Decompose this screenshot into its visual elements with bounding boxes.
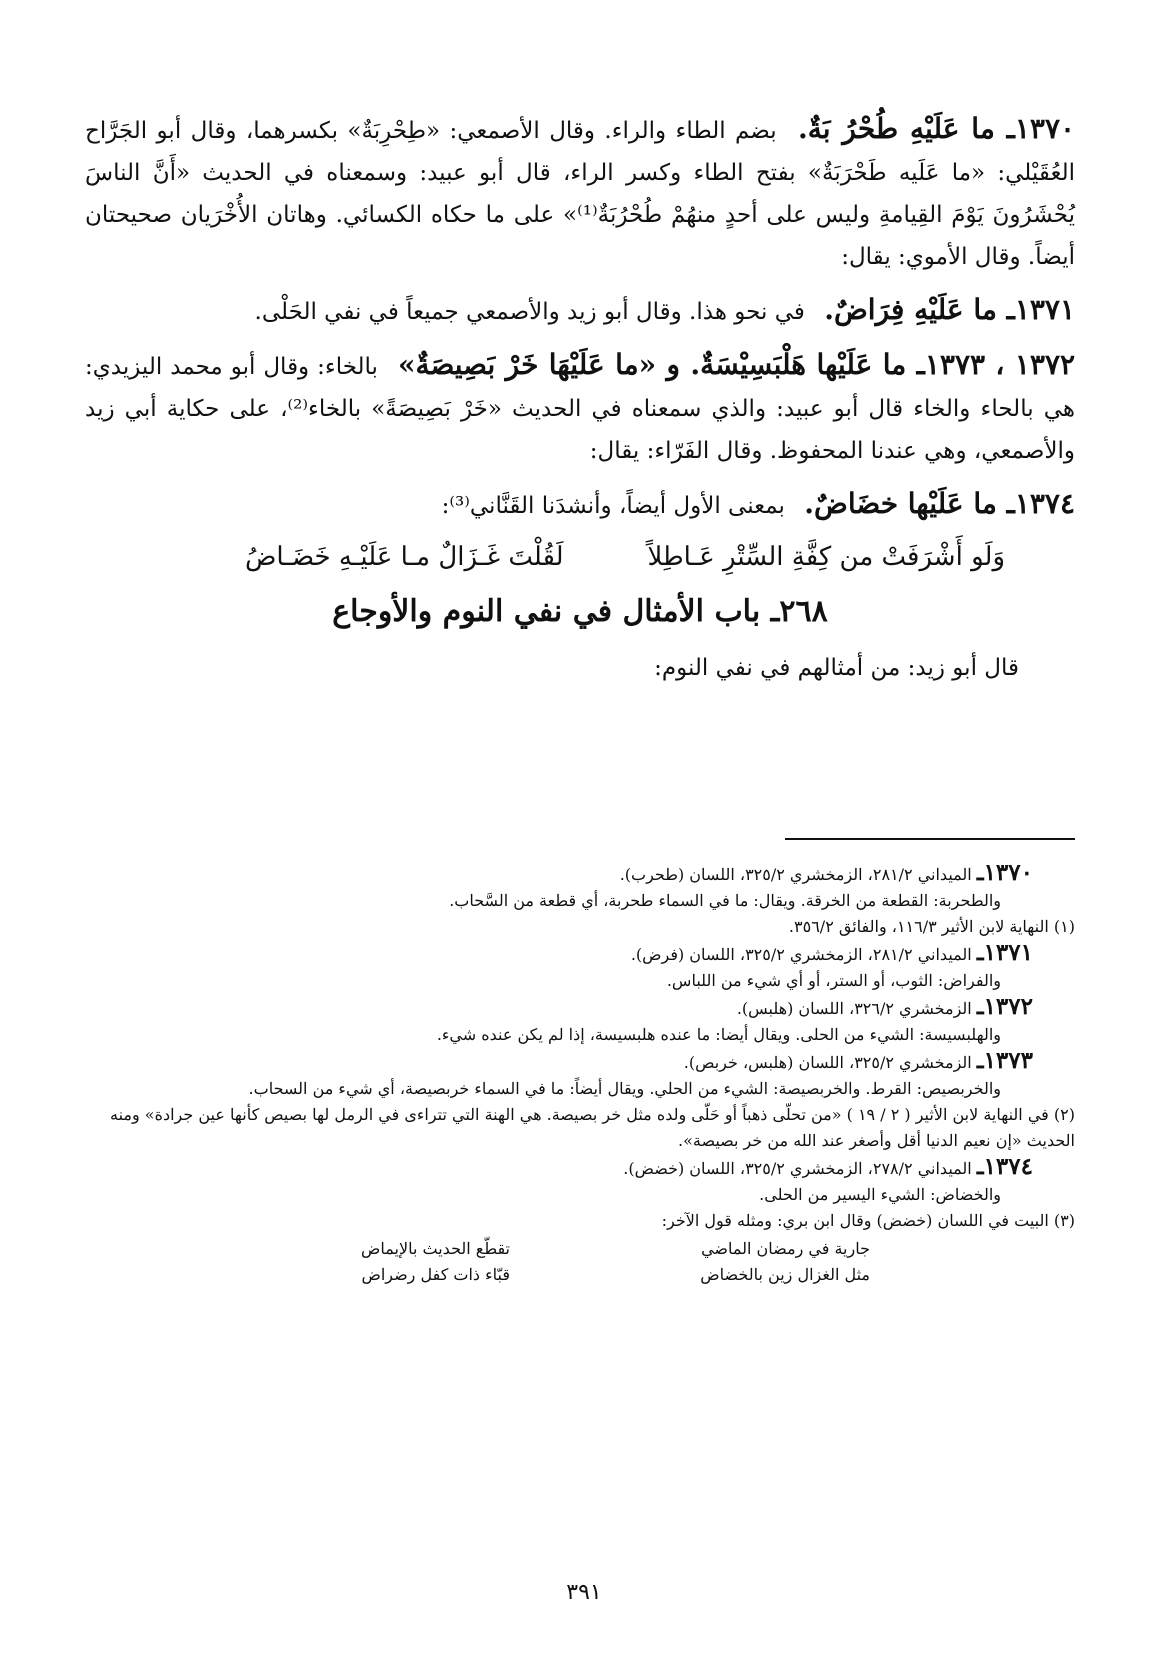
note-text: الميداني ٢٧٨/٢، الزمخشري ٣٢٥/٢، اللسان (خضض). (623, 1159, 972, 1178)
note-text: الميداني ٢٨١/٢، الزمخشري ٣٢٥/٢، اللسان (فرض). (630, 945, 972, 964)
note-1371 (85, 940, 1075, 968)
footnote-2: (٢) في النهاية لابن الأثير ( ٢ / ١٩ ) «من تحلّى ذهباً أو حَلّى ولده مثل خر بصيصة. هي الهنة التي تتراءى في الرمل لها بصيص كأنها عين جرادة» ومنه الحديث «إن نعيم الدنيا أقل وأصغر عند الله من خر بصيصة». (110, 1105, 1075, 1150)
verse-second-half: لَقُلْتَ غَـزَالٌ مـا عَلَيْـهِ خَضَـاضُ (245, 542, 564, 572)
entry-1374 (85, 480, 1075, 530)
entry-heading: ١٣٧٠ـ ما عَلَيْهِ طُحْرُ بَةٌ. (798, 112, 1076, 145)
entry-heading: ١٣٧٤ـ ما عَلَيْها خضَاضٌ. (804, 487, 1075, 520)
entry-heading: ١٣٧١ـ ما عَلَيْهِ فِرَاضٌ. (824, 293, 1075, 326)
note-gloss: والفراض: الثوب، أو الستر، أو أي شيء من اللباس. (666, 971, 1001, 990)
entry-body: بضم الطاء والراء. وقال الأصمعي: «طِحْرِبَةٌ» بكسرهما، وقال أبو الجَرَّاح العُقَيْلي: «ما عَلَيه طَحْرَبَةٌ» بفتح الطاء وكسر الراء، قال أبو عبيد: وسمعناه في الحديث «أَنَّ الناسَ يُحْشَرُونَ يَوْمَ القِيامةِ وليس على أحدٍ منهُمْ طُحْرُبَةٌ⁽¹⁾» على ما حكاه الكسائي. وهاتان الأُخْرَيان صحيحتان أيضاً. وقال الأموي: يقال: (85, 118, 1075, 270)
note-number: ١٣٧٤ـ (976, 1153, 1033, 1180)
poem-verse (85, 538, 1075, 576)
main-text (85, 108, 1075, 681)
note-number: ١٣٧٣ـ (976, 1047, 1033, 1074)
note-gloss: والخربصيص: القرط. والخربصيصة: الشيء من الحلي. ويقال أيضاً: ما في السماء خربصيصة، أي شيء من السحاب. (248, 1079, 1001, 1098)
entry-1372-1373 (85, 344, 1075, 472)
poem-line: جارية في رمضان الماضي (701, 1239, 870, 1258)
page-number: ٣٩١ (566, 1580, 602, 1605)
entry-body: بالخاء: وقال أبو محمد اليزيدي: هي بالحاء والخاء قال أبو عبيد: والذي سمعناه في الحديث «خَرْ بَصِيصَةً» بالخاء⁽²⁾، على حكاية أبي زيد والأصمعي، وهي عندنا المحفوظ. وقال الفَرّاء: يقال: (85, 354, 1075, 464)
note-number: ١٣٧١ـ (976, 939, 1033, 966)
note-number: ١٣٧٢ـ (976, 993, 1033, 1020)
poem-line: قبّاء ذات كفل رضراض (361, 1265, 510, 1284)
footnote-3: (٣) البيت في اللسان (خضض) وقال ابن بري: ومثله قول الآخر: (661, 1211, 1075, 1230)
note-number: ١٣٧٠ـ (976, 859, 1033, 886)
chapter-intro: قال أبو زيد: من أمثالهم في نفي النوم: (654, 655, 1019, 681)
footnote-divider (785, 838, 1075, 840)
footnote-1: (١) النهاية لابن الأثير ١١٦/٣، والفائق ٣٥٦/٢. (788, 917, 1075, 936)
note-text: الزمخشري ٣٢٦/٢، اللسان (هلبس). (736, 999, 972, 1018)
footnote-poem (85, 1236, 1075, 1288)
note-gloss: والهلبسيسة: الشيء من الحلى. ويقال أيضا: ما عنده هلبسيسة، إذا لم يكن عنده شيء. (436, 1025, 1001, 1044)
note-gloss: والطحربة: القطعة من الخرقة. ويقال: ما في السماء طحربة، أي قطعة من السَّحاب. (449, 891, 1001, 910)
note-1373 (85, 1048, 1075, 1076)
note-text: الميداني ٢٨١/٢، الزمخشري ٣٢٥/٢، اللسان (طحرب). (619, 865, 972, 884)
poem-line: تقطّع الحديث بالإيماض (361, 1239, 510, 1258)
note-1372 (85, 994, 1075, 1022)
verse-first-half: وَلَو أَشْرَفَتْ من كِفَّةِ السِّتْرِ عَـاطِلاً (647, 542, 1005, 572)
note-1374 (85, 1154, 1075, 1182)
note-text: الزمخشري ٣٢٥/٢، اللسان (هلبس، خربص). (683, 1053, 972, 1072)
entry-1370 (85, 108, 1075, 278)
footnotes (85, 860, 1075, 1288)
note-gloss: والخضاض: الشيء اليسير من الحلى. (759, 1185, 1001, 1204)
entry-1371 (85, 286, 1075, 336)
entry-body: بمعنى الأول أيضاً، وأنشدَنا القَنَّاني⁽³⁾: (441, 493, 785, 519)
note-1370 (85, 860, 1075, 888)
entry-body: في نحو هذا. وقال أبو زيد والأصمعي جميعاً في نفي الحَلْى. (254, 299, 805, 325)
entry-heading: ١٣٧٢ ، ١٣٧٣ـ ما عَلَيْها هَلْبَسِيْسَةٌ. و «ما عَلَيْهَا خَرْ بَصِيصَةٌ» (397, 348, 1076, 381)
chapter-title: ٢٦٨ـ باب الأمثال في نفي النوم والأوجاع (332, 594, 828, 629)
poem-line: مثل الغزال زين بالخضاض (700, 1265, 870, 1284)
